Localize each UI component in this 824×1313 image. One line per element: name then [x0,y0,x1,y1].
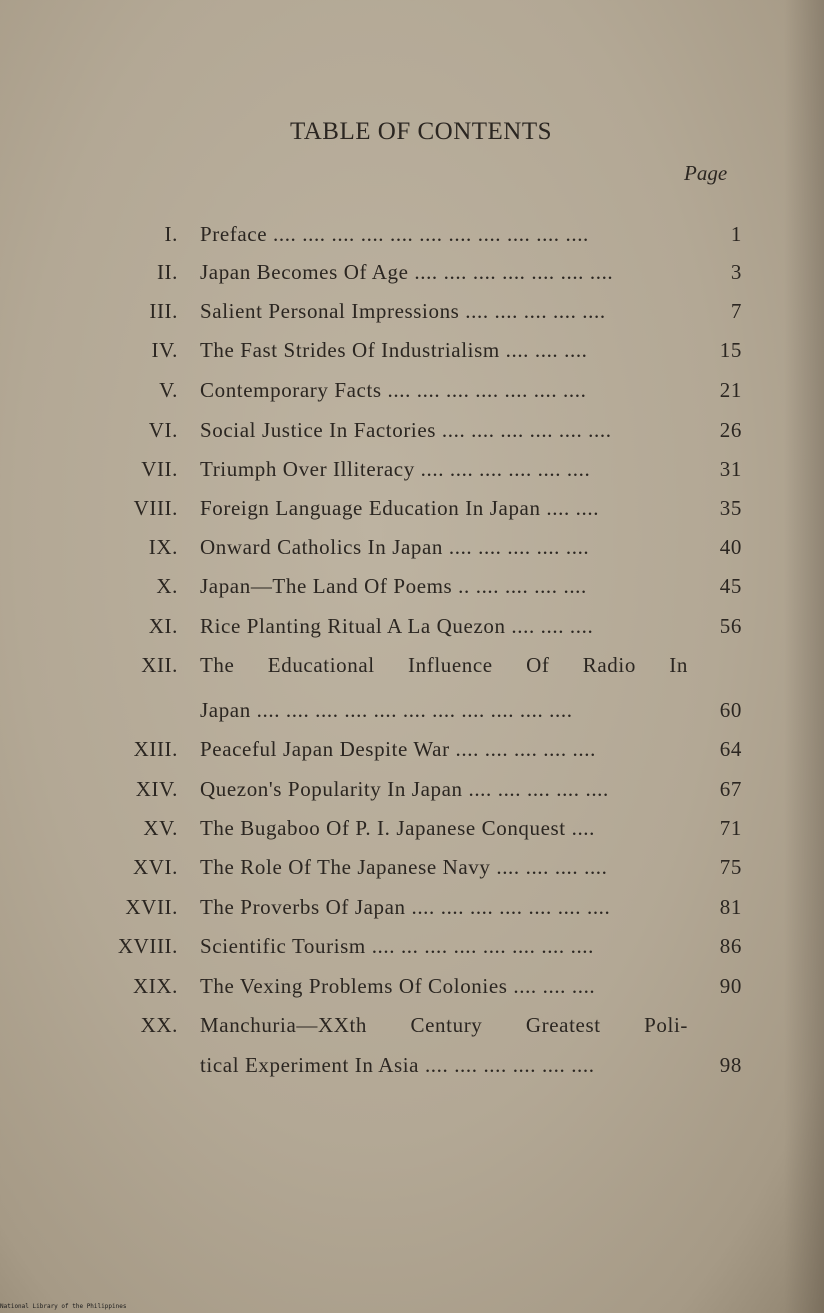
toc-entry [0,614,824,654]
chapter-number: IV. [151,338,178,362]
toc-entry [0,895,824,935]
toc-entry [0,737,824,777]
chapter-number: XIV. [135,777,178,801]
toc-entry [0,855,824,895]
chapter-title: Contemporary Facts .... .... .... .... .... .... .... [200,378,587,402]
chapter-title: The Proverbs Of Japan .... .... .... .... .... .... .... [200,895,611,919]
page-number: 75 [719,855,742,879]
chapter-number: XVI. [133,855,178,879]
chapter-title: The Vexing Problems Of Colonies .... .... .... [200,974,596,998]
toc-entry [0,574,824,614]
page-number: 35 [719,496,742,520]
chapter-title-continued: Japan .... .... .... .... .... .... .... .... .... .... .... [200,698,573,722]
chapter-title-continued: tical Experiment In Asia .... .... .... .... .... .... [200,1053,595,1077]
chapter-number: XIII. [133,737,178,761]
chapter-number: XI. [148,614,178,638]
chapter-title: Scientific Tourism .... ... .... .... .... .... .... .... [200,934,594,958]
chapter-title: Japan Becomes Of Age .... .... .... .... .... .... .... [200,260,614,284]
chapter-number: X. [156,574,178,598]
page-number: 31 [719,457,742,481]
page-column-label: Page [684,161,728,185]
chapter-number: II. [156,260,178,284]
page-number: 81 [719,895,742,919]
toc-entry [0,934,824,974]
chapter-number: XX. [140,1013,178,1037]
toc-entry [0,816,824,856]
chapter-number: XIX. [133,974,178,998]
chapter-number: VIII. [133,496,178,520]
toc-entry [0,222,824,262]
toc-entry [0,535,824,575]
toc-entry [0,496,824,536]
toc-entry [0,1013,824,1053]
page-number: 1 [730,222,742,246]
toc-entry [0,777,824,817]
chapter-title: The Fast Strides Of Industrialism .... .... .... [200,338,588,362]
page-number: 26 [719,418,742,442]
chapter-number: XVII. [125,895,178,919]
chapter-number: VII. [141,457,178,481]
page-title: TABLE OF CONTENTS [289,118,553,145]
toc-entry [0,338,824,378]
chapter-title: The Role Of The Japanese Navy .... .... .... .... [200,855,608,879]
toc-entry [0,653,824,693]
chapter-title: Rice Planting Ritual A La Quezon .... .... .... [200,614,594,638]
page-number: 86 [719,934,742,958]
page-number: 45 [719,574,742,598]
page-number: 98 [719,1053,742,1077]
page-number: 90 [719,974,742,998]
page-number: 7 [730,299,742,323]
chapter-number: VI. [148,418,178,442]
chapter-title: Salient Personal Impressions .... .... .... .... .... [200,299,606,323]
toc-entry [0,378,824,418]
page-number: 67 [719,777,742,801]
chapter-title: Manchuria—XXth Century Greatest Poli- [200,1013,688,1037]
chapter-title: Preface .... .... .... .... .... .... .... .... .... .... .... [200,222,589,246]
library-watermark: National Library of the Philippines [0,1303,127,1310]
chapter-number: III. [149,299,178,323]
page-number: 15 [719,338,742,362]
chapter-number: V. [159,378,178,402]
toc-entry-continuation [0,698,824,738]
page-number: 56 [719,614,742,638]
chapter-number: XV. [143,816,178,840]
chapter-title: Foreign Language Education In Japan .... .... [200,496,600,520]
chapter-number: XVIII. [117,934,178,958]
chapter-title: Onward Catholics In Japan .... .... .... .... .... [200,535,590,559]
chapter-title: Quezon's Popularity In Japan .... .... .... .... .... [200,777,609,801]
page-number: 40 [719,535,742,559]
chapter-number: IX. [148,535,178,559]
page-number: 64 [719,737,742,761]
chapter-number: I. [164,222,178,246]
toc-entry [0,418,824,458]
page-number: 60 [719,698,742,722]
toc-entry [0,299,824,339]
page-number: 21 [719,378,742,402]
page-number: 3 [730,260,742,284]
chapter-title: Triumph Over Illiteracy .... .... .... .... .... .... [200,457,591,481]
toc-entry [0,457,824,497]
chapter-title: The Educational Influence Of Radio In [200,653,688,677]
chapter-number: XII. [141,653,178,677]
chapter-title: The Bugaboo Of P. I. Japanese Conquest .... [200,816,595,840]
toc-entry-continuation [0,1053,824,1093]
toc-entry [0,974,824,1014]
page-number: 71 [719,816,742,840]
toc-entry [0,260,824,300]
chapter-title: Peaceful Japan Despite War .... .... .... .... .... [200,737,596,761]
chapter-title: Japan—The Land Of Poems .. .... .... .... .... [200,574,587,598]
chapter-title: Social Justice In Factories .... .... .... .... .... .... [200,418,612,442]
